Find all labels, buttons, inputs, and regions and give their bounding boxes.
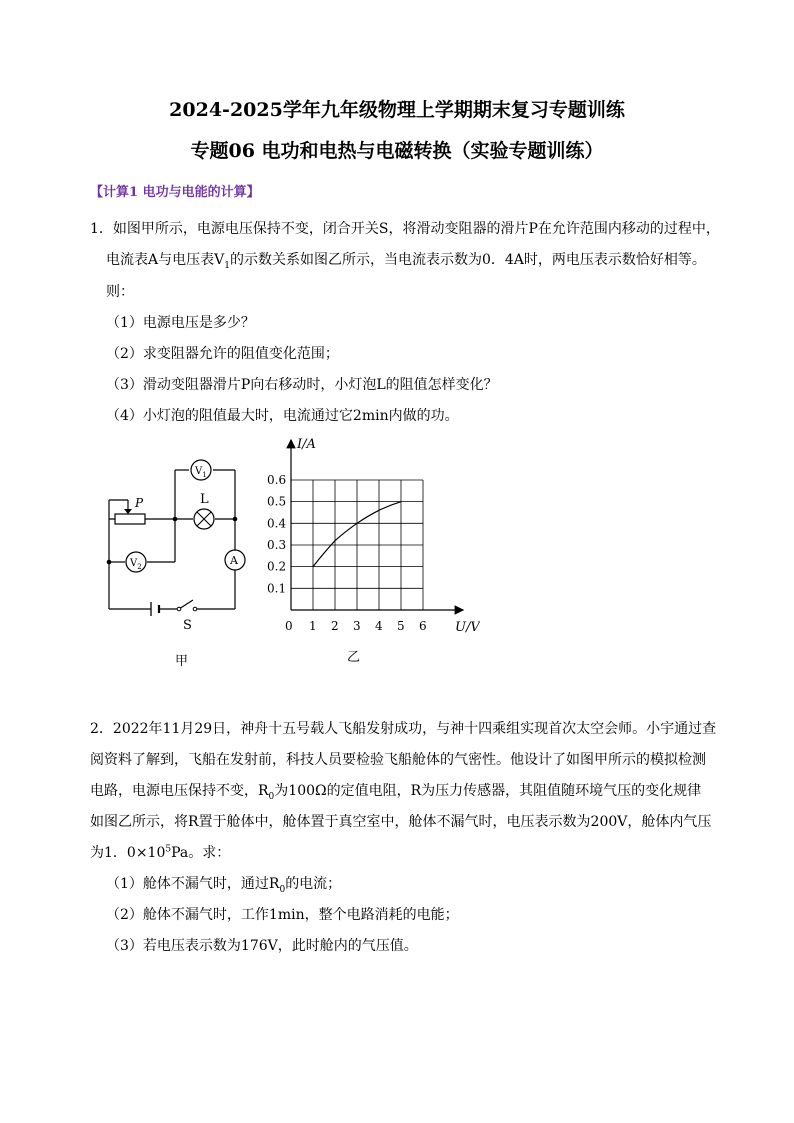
q1-line1 — [90, 218, 720, 238]
graph-grid — [291, 480, 423, 610]
y-tick-label: 0.1 — [267, 581, 287, 596]
slider-arrow-icon — [124, 509, 132, 514]
y-tick-label: 0.3 — [267, 537, 287, 552]
x-tick-label: 1 — [309, 619, 317, 633]
iu-graph — [265, 432, 480, 670]
page-title-line2: 专题06 电功和电热与电磁转换（实验专题训练） — [190, 140, 604, 162]
y-tick-label: 0.6 — [267, 472, 287, 487]
page-title-line1: 2024-2025学年九年级物理上学期期末复习专题训练 — [169, 99, 625, 121]
y-axis-label: I/A — [297, 437, 316, 452]
q2-line5: 为1．$0\times 10^5Pa$。求： — [90, 844, 231, 861]
x-tick-label: 3 — [353, 619, 361, 633]
q1-subquestion-1: （1）电源电压是多少？ — [106, 315, 255, 331]
q1-subquestion-2: （2）求变阻器允许的阻值变化范围； — [106, 346, 339, 362]
q2-number: 2． — [90, 721, 113, 737]
circuit-caption: 甲 — [175, 654, 189, 669]
label-a: A — [230, 554, 238, 567]
q2-line1: 2．2022年11月29日，神舟十五号载人飞船发射成功，与神十四乘组实现首次太空会师。小宇通过查 — [90, 721, 717, 737]
q1-subquestion-4: （4）小灯泡的阻值最大时，电流通过它2min内做的功。 — [106, 408, 459, 424]
circuit-diagram — [95, 450, 255, 675]
q2-subquestion-2: （2）舱体不漏气时，工作1min，整个电路消耗的电能； — [106, 907, 459, 923]
q1-line2: 电流表A与电压表$V_1$的示数关系如图乙所示，当电流表示数为0．4A时，两电压表示数恰好相等。 — [106, 252, 706, 271]
x-tick-label: 4 — [375, 619, 383, 633]
x-axis-label: U/V — [455, 620, 480, 635]
q2-line2: 阅资料了解到，飞船在发射前，科技人员要检验飞船舱体的气密性。他设计了如图甲所示的模拟检测 — [90, 752, 706, 768]
x-tick-label: 5 — [397, 619, 405, 633]
label-p: P — [135, 496, 144, 510]
y-tick-label: 0.2 — [267, 559, 287, 574]
y-tick-label: 0.5 — [267, 494, 287, 509]
q2-line4: 如图乙所示，将R置于舱体中，舱体置于真空室中，舱体不漏气时，电压表示数为200V，舱体内气压 — [90, 814, 712, 830]
q2-subquestion-1: （1）舱体不漏气时，通过$R_0$的电流； — [106, 876, 342, 895]
label-l: L — [200, 492, 209, 507]
q2-line3: 电路，电源电压保持不变，$R_0$为100Ω的定值电阻，R为压力传感器，其阻值随环境气压的变化规律 — [90, 783, 702, 802]
q1-number: 1． — [90, 221, 113, 237]
label-v1: $V_1$ — [195, 466, 207, 479]
rheostat — [115, 514, 145, 524]
q2-subquestion-3: （3）若电压表示数为176V，此时舱内的气压值。 — [106, 938, 418, 954]
x-tick-label: 6 — [419, 619, 427, 633]
q1-subquestion-3: （3）滑动变阻器滑片P向右移动时，小灯泡L的阻值怎样变化？ — [106, 377, 498, 393]
y-tick-label: 0.4 — [267, 516, 287, 531]
label-v2: $V_2$ — [130, 558, 142, 571]
section-heading: 【计算1 电功与电能的计算】 — [90, 185, 260, 200]
q1-line3: 则： — [106, 284, 134, 300]
x-tick-label: 2 — [331, 619, 339, 633]
q1-text-1: 如图甲所示，电源电压保持不变，闭合开关S，将滑动变阻器的滑片P在允许范围内移动的过程中， — [112, 221, 720, 237]
x-tick-label: 0 — [285, 619, 293, 633]
graph-caption: 乙 — [347, 650, 361, 665]
label-s: S — [183, 618, 192, 633]
